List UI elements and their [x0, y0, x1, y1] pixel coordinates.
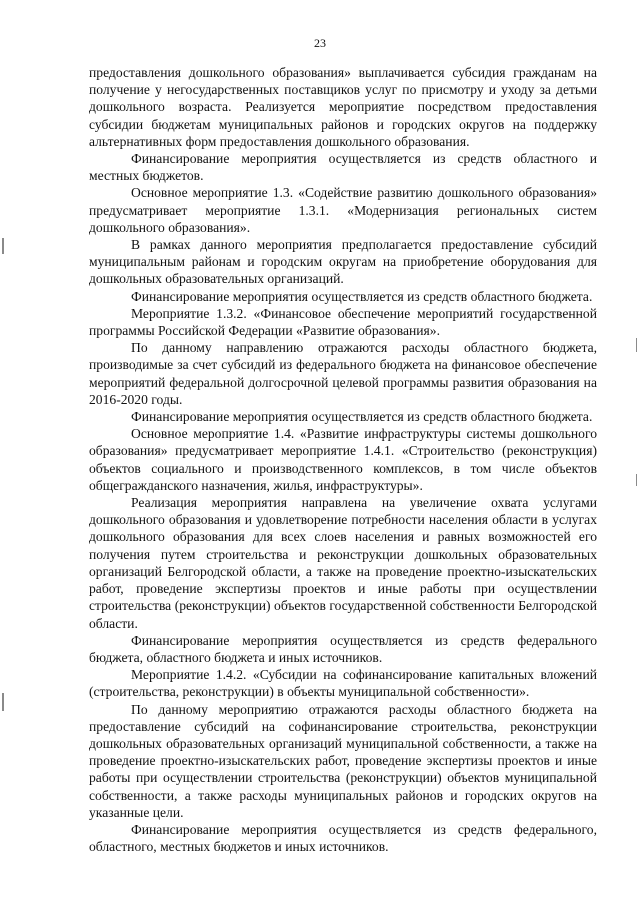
- left-scan-mark-bottom: [2, 693, 4, 711]
- paragraph-8: Финансирование мероприятия осуществляется из средств областного бюджета.: [131, 409, 593, 425]
- paragraph-12: Мероприятие 1.4.2. «Субсидии на софинансирование капитальных вложений (строительства, реконструкции) в объекты муниципальной собственности».: [89, 667, 597, 700]
- page-body: [89, 64, 597, 855]
- paragraph-3: Основное мероприятие 1.3. «Содействие развитию дошкольного образования» предусматривает мероприятие 1.3.1. «Модернизация региональных систем дошкольного образования».: [89, 185, 597, 235]
- paragraph-4: В рамках данного мероприятия предполагается предоставление субсидий муниципальным районам и городским округам на приобретение оборудования для дошкольных образовательных организаций.: [89, 237, 597, 287]
- paragraph-14: Финансирование мероприятия осуществляется из средств федерального, областного, местных бюджетов и иных источников.: [89, 821, 597, 855]
- paragraph-10: Реализация мероприятия направлена на увеличение охвата услугами дошкольного образования и удовлетворение потребности населения области в услугах дошкольного образования для всех слоев населения и равных возможностей его получения путем строительства и реконструкции дошкольных образовательных организаций Белгородской области, а также на проведение проектно-изыскательских работ, проведение экспертизы проектов и иные работы при осуществлении строительства (реконструкции) объектов государственной собственности Белгородской области.: [89, 495, 597, 631]
- right-scan-mark-lower: [636, 474, 637, 486]
- paragraph-11: Финансирование мероприятия осуществляется из средств федерального бюджета, областного бюджета и иных источников.: [89, 632, 597, 665]
- page-number: 23: [314, 36, 326, 50]
- paragraph-13: По данному мероприятию отражаются расходы областного бюджета на предоставление субсидий на софинансирование строительства, реконструкции дошкольных образовательных организаций муниципальной собственности, а также на проведение проектно-изыскательских работ, проведение экспертизы проектов и иные работы при осуществлении строительства (реконструкции) объектов муниципальной собственности, а также расходы муниципальных районов и городских округов на указанные цели.: [89, 701, 597, 820]
- paragraph-1: предоставления дошкольного образования» выплачивается субсидия гражданам на получение у негосударственных поставщиков услуг по присмотру и уходу за детьми дошкольного возраста. Реализуется мероприятие посредством предоставления субсидии бюджетам муниципальных районов и городских округов на поддержку альтернативных форм предоставления дошкольного образования.: [89, 65, 597, 149]
- right-scan-mark-upper: [636, 338, 637, 352]
- paragraph-7: По данному направлению отражаются расходы областного бюджета, производимые за счет субсидий из федерального бюджета на финансовое обеспечение мероприятий федеральной долгосрочной целевой программы развития образования на 2016-2020 годы.: [89, 340, 597, 407]
- paragraph-9: Основное мероприятие 1.4. «Развитие инфраструктуры системы дошкольного образования» предусматривает мероприятие 1.4.1. «Строительство (реконструкция) объектов социального и производственного комплексов, в том числе объектов общегражданского назначения, жилья, инфраструктуры».: [89, 426, 597, 493]
- paragraph-6: Мероприятие 1.3.2. «Финансовое обеспечение мероприятий государственной программы Российской Федерации «Развитие образования».: [89, 305, 597, 339]
- left-scan-mark-top: [2, 238, 4, 254]
- paragraph-2: Финансирование мероприятия осуществляется из средств областного и местных бюджетов.: [89, 151, 597, 184]
- paragraph-5: Финансирование мероприятия осуществляется из средств областного бюджета.: [131, 288, 593, 304]
